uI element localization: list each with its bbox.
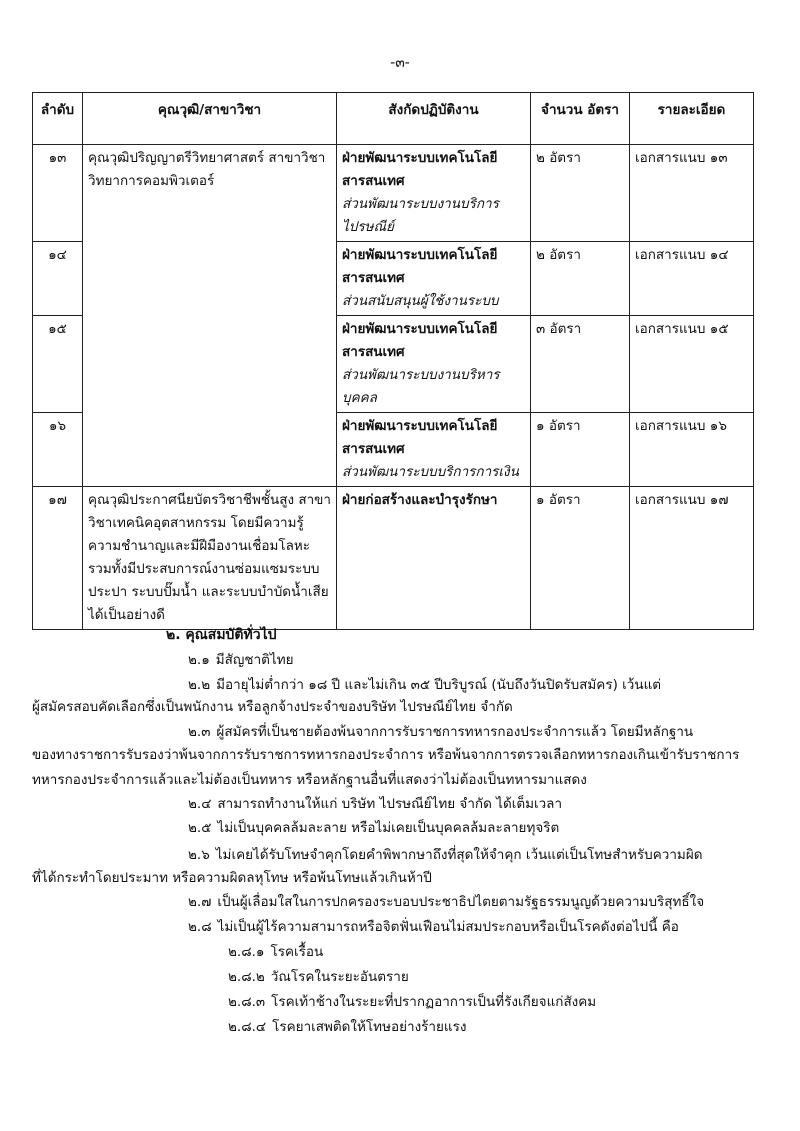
row-unit xyxy=(337,316,531,413)
row-detail: เอกสารแนบ ๑๓ xyxy=(630,145,754,242)
item-text: มีสัญชาติไทย xyxy=(215,652,294,668)
row-section: ส่วนพัฒนาระบบบริการการเงิน xyxy=(342,464,519,480)
row-detail: เอกสารแนบ ๑๕ xyxy=(630,316,754,413)
row-no: ๑๖ xyxy=(33,413,83,487)
row-detail: เอกสารแนบ ๑๖ xyxy=(630,413,754,487)
item-number: ๒.๘ xyxy=(188,919,212,935)
item-number: ๒.๑ xyxy=(188,652,210,668)
row-dept: ฝ่ายก่อสร้างและบำรุงรักษา xyxy=(342,492,498,508)
row-section: ส่วนพัฒนาระบบงานบริการไปรษณีย์ xyxy=(342,196,499,235)
list-item xyxy=(32,816,722,841)
table-header-row xyxy=(33,93,754,145)
item-text: มีอายุไม่ต่ำกว่า ๑๘ ปี และไม่เกิน ๓๕ ปีบริบูรณ์ (นับถึงวันปิดรับสมัคร) เว้นแต่ xyxy=(216,677,662,693)
sub-list-item xyxy=(32,965,722,990)
header-detail: รายละเอียด xyxy=(630,93,754,145)
row-dept: ฝ่ายพัฒนาระบบเทคโนโลยีสารสนเทศ xyxy=(342,418,498,457)
section-heading: ๒. คุณสมบัติทั่วไป xyxy=(166,627,277,643)
row-unit xyxy=(337,145,531,242)
item-number: ๒.๒ xyxy=(188,677,211,693)
row-unit xyxy=(337,487,531,630)
item-number: ๒.๔ xyxy=(188,796,212,812)
item-text: เป็นผู้เลื่อมใสในการปกครองระบอบประชาธิปไตยตามรัฐธรรมนูญด้วยความบริสุทธิ์ใจ xyxy=(217,894,705,910)
sub-list-item xyxy=(32,940,722,965)
sub-item-number: ๒.๘.๔ xyxy=(228,1019,267,1035)
item-text: ผู้สมัครที่เป็นชายต้องพ้นจากการรับราชการทหารกองประจำการแล้ว โดยมีหลักฐาน xyxy=(216,724,694,740)
item-continuation: ที่ได้กระทำโดยประมาท หรือความผิดลหุโทษ หรือพ้นโทษแล้วเกินห้าปี xyxy=(32,870,432,886)
item-continuation: ของทางราชการรับรองว่าพ้นจากการรับราชการทหารกองประจำการ หรือพ้นจากการตรวจเลือกทหารกองเกินเข้ารับราชการทหารกองประจำการแล้วและไม่ต้องเป็นทหาร หรือหลักฐานอื่นที่แสดงว่าไม่ต้องเป็นทหารมาแสดง xyxy=(32,747,740,788)
item-text: สามารถทำงานให้แก่ บริษัท ไปรษณีย์ไทย จำกัด ได้เต็มเวลา xyxy=(217,796,563,812)
list-item xyxy=(32,915,722,940)
merged-qualification: คุณวุฒิปริญญาตรีวิทยาศาสตร์ สาขาวิชาวิทยาการคอมพิวเตอร์ xyxy=(83,145,337,487)
sub-item-number: ๒.๘.๒ xyxy=(228,969,265,985)
row-no: ๑๕ xyxy=(33,316,83,413)
item-text: ไม่เป็นผู้ไร้ความสามารถหรือจิตฟั่นเฟือนไม่สมประกอบหรือเป็นโรคดังต่อไปนี้ คือ xyxy=(217,919,679,935)
row-no: ๑๓ xyxy=(33,145,83,242)
header-no: ลำดับ xyxy=(33,93,83,145)
row-dept: ฝ่ายพัฒนาระบบเทคโนโลยีสารสนเทศ xyxy=(342,247,498,286)
list-item xyxy=(32,648,722,673)
row-detail: เอกสารแนบ ๑๗ xyxy=(630,487,754,630)
list-item xyxy=(32,890,722,915)
item-number: ๒.๕ xyxy=(188,820,212,836)
row-count: ๒ อัตรา xyxy=(531,145,630,242)
header-unit: สังกัดปฏิบัติงาน xyxy=(337,93,531,145)
row-unit xyxy=(337,242,531,316)
row-count: ๑ อัตรา xyxy=(531,413,630,487)
row-detail: เอกสารแนบ ๑๔ xyxy=(630,242,754,316)
row-qualification: คุณวุฒิประกาศนียบัตรวิชาชีพชั้นสูง สาขาวิชาเทคนิคอุตสาหกรรม โดยมีความรู้ความชำนาญและมีฝีมืองานเชื่อมโลหะ รวมทั้งมีประสบการณ์งานซ่อมแซมระบบประปา ระบบปั๊มน้ำ และระบบบำบัดน้ำเสียได้เป็นอย่างดี xyxy=(83,487,337,630)
positions-table xyxy=(32,92,754,630)
sub-item-text: วัณโรคในระยะอันตราย xyxy=(270,969,409,985)
row-dept: ฝ่ายพัฒนาระบบเทคโนโลยีสารสนเทศ xyxy=(342,150,498,189)
sub-item-number: ๒.๘.๑ xyxy=(228,944,265,960)
item-text: ไม่เคยได้รับโทษจำคุกโดยคำพิพากษาถึงที่สุดให้จำคุก เว้นแต่เป็นโทษสำหรับความผิด xyxy=(215,847,703,863)
header-qualification: คุณวุฒิ/สาขาวิชา xyxy=(83,93,337,145)
table-row xyxy=(33,145,754,242)
sub-item-text: โรคเรื้อน xyxy=(270,944,324,960)
item-text: ไม่เป็นบุคคลล้มละลาย หรือไม่เคยเป็นบุคคลล้มละลายทุจริต xyxy=(217,820,560,836)
list-item xyxy=(32,843,722,868)
item-number: ๒.๓ xyxy=(188,724,211,740)
sub-list-item xyxy=(32,990,722,1015)
row-section: ส่วนสนับสนุนผู้ใช้งานระบบ xyxy=(342,293,499,309)
list-item xyxy=(32,720,722,745)
sub-item-number: ๒.๘.๓ xyxy=(228,994,266,1010)
row-unit xyxy=(337,413,531,487)
item-number: ๒.๗ xyxy=(188,894,212,910)
table-row xyxy=(33,487,754,630)
row-no: ๑๗ xyxy=(33,487,83,630)
row-no: ๑๔ xyxy=(33,242,83,316)
sub-item-text: โรคเท้าช้างในระยะที่ปรากฏอาการเป็นที่รังเกียจแก่สังคม xyxy=(271,994,597,1010)
list-item xyxy=(32,792,722,817)
row-dept: ฝ่ายพัฒนาระบบเทคโนโลยีสารสนเทศ xyxy=(342,321,498,360)
sub-item-text: โรคยาเสพติดให้โทษอย่างร้ายแรง xyxy=(272,1019,467,1035)
row-count: ๒ อัตรา xyxy=(531,242,630,316)
sub-list-item xyxy=(32,1015,722,1040)
page-number: -๓- xyxy=(390,55,410,71)
item-number: ๒.๖ xyxy=(188,847,210,863)
row-count: ๓ อัตรา xyxy=(531,316,630,413)
item-continuation: ผู้สมัครสอบคัดเลือกซึ่งเป็นพนักงาน หรือลูกจ้างประจำของบริษัท ไปรษณีย์ไทย จำกัด xyxy=(32,699,513,715)
header-count: จำนวน อัตรา xyxy=(531,93,630,145)
row-section: ส่วนพัฒนาระบบงานบริหารบุคคล xyxy=(342,367,500,406)
row-count: ๑ อัตรา xyxy=(531,487,630,630)
